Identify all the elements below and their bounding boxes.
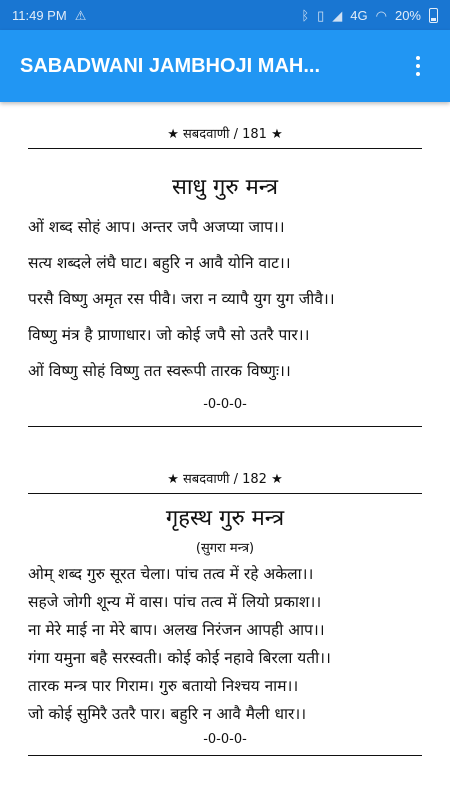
- menu-dot-icon: [416, 72, 420, 76]
- verse-end-mark: -0-0-0-: [203, 732, 247, 747]
- verse-line: तारक मन्त्र पार गिराम। गुरु बतायो निश्चय नाम।।: [28, 677, 299, 695]
- network-type: 4G: [350, 7, 368, 23]
- overflow-menu-button[interactable]: [406, 46, 430, 86]
- verse-line: जो कोई सुमिरै उतरै पार। बहुरि न आवै मैली धार।।: [28, 705, 307, 723]
- verse-line: सत्य शब्दले लंघै घाट। बहुरि न आवै योनि वाट।।: [28, 254, 291, 272]
- app-bar: [0, 30, 450, 102]
- verse-line: ओं विष्णु सोहं विष्णु तत स्वरूपी तारक विष्णुः।।: [28, 362, 291, 380]
- section-title: गृहस्थ गुरु मन्त्र: [165, 506, 285, 531]
- vibrate-icon: ▯: [317, 7, 325, 23]
- status-time: 11:49 PM: [12, 7, 67, 23]
- battery-percent: 20%: [394, 7, 421, 23]
- signal-icon: ◢: [332, 7, 343, 23]
- verse-line: सहजे जोगी शून्य में वास। पांच तत्व में लियो प्रकाश।।: [28, 593, 322, 611]
- app-title: SABADWANI JAMBHOJI MAH...: [20, 54, 321, 77]
- notification-icon: ⚠: [74, 7, 87, 23]
- verse-line: विष्णु मंत्र है प्राणाधार। जो कोई जपै सो उतरै पार।।: [28, 326, 310, 344]
- status-bar: [0, 0, 450, 30]
- menu-dot-icon: [416, 56, 420, 60]
- verse-line: ओं शब्द सोहं आप। अन्तर जपै अजप्या जाप।।: [28, 218, 285, 236]
- section-header: ★ सबदवाणी / 182 ★: [28, 469, 422, 494]
- section-divider: [28, 426, 422, 427]
- status-right: [301, 8, 438, 23]
- section-181: [28, 124, 422, 427]
- battery-icon: [429, 8, 438, 23]
- status-left: [12, 8, 86, 23]
- verse-line: ओम् शब्द गुरु सूरत चेला। पांच तत्व में रहे अकेला।।: [28, 565, 314, 583]
- section-header: ★ सबदवाणी / 181 ★: [28, 124, 422, 149]
- menu-dot-icon: [416, 64, 420, 68]
- verse-end-mark: -0-0-0-: [203, 397, 247, 412]
- verse-line: गंगा यमुना बहै सरस्वती। कोई कोई नहावे बिरला यती।।: [28, 649, 331, 667]
- section-subtitle: (सुगरा मन्त्र): [195, 541, 255, 556]
- wifi-icon: ◠: [375, 7, 387, 23]
- verse-line: परसै विष्णु अमृत रस पीवै। जरा न व्यापै युग युग जीवै।।: [28, 290, 335, 308]
- content-scroll[interactable]: [0, 102, 450, 800]
- section-divider: [28, 755, 422, 756]
- verse-line: ना मेरे माई ना मेरे बाप। अलख निरंजन आपही आप।।: [28, 621, 325, 639]
- section-title: साधु गुरु मन्त्र: [171, 175, 279, 200]
- section-182: [28, 469, 422, 756]
- bluetooth-icon: ᛒ: [301, 7, 310, 23]
